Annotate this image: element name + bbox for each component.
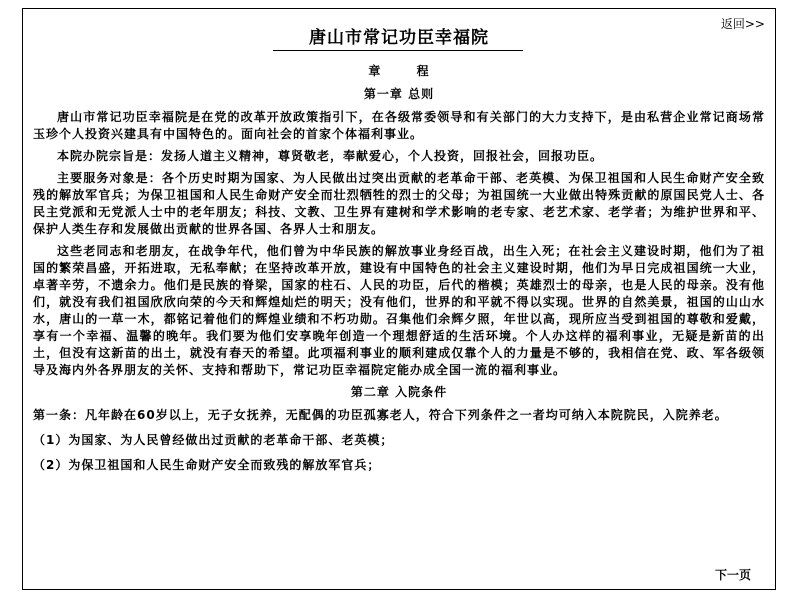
back-link[interactable]: 返回>> <box>720 17 765 31</box>
document-frame <box>22 8 776 590</box>
chapter-2-title: 第二章 入院条件 <box>350 385 448 399</box>
paragraph-intro: 唐山市常记功臣幸福院是在党的改革开放政策指引下，在各级常委领导和有关部门的大力支持下，是由私营企业常记商场常玉珍个人投资兴建具有中国特色的。面向社会的首家个体福利事业。 <box>33 110 765 141</box>
charter-heading: 章 程 <box>368 64 430 78</box>
paragraph-purpose: 本院办院宗旨是：发扬人道主义精神，尊贤敬老，奉献爱心，个人投资，回报社会，回报功臣。 <box>57 149 604 163</box>
next-page-link[interactable]: 下一页 <box>714 568 751 582</box>
article-1: 第一条：凡年龄在60岁以上，无子女抚养，无配偶的功臣孤寡老人，符合下列条件之一者均可纳入本院院民，入院养老。 <box>33 408 728 422</box>
document-body <box>33 63 765 474</box>
title-underline <box>273 50 523 51</box>
page-title: 唐山市常记功臣幸福院 <box>309 28 489 48</box>
paragraph-service-targets: 主要服务对象是：各个历史时期为国家、为人民做出过突出贡献的老革命干部、老英模、为保卫祖国和人民生命财产安全致残的解放军官兵；为保卫祖国和人民生命财产安全而壮烈牺牲的烈士的父母；为祖国统一大业做出特殊贡献的原国民党人士、各民主党派和无党派人士中的老年朋友；科技、文教、卫生界有建树和学术影响的老专家、老艺术家、老学者；为维护世界和平、保护人类生存和发展做出贡献的世界各国、各界人士和朋友。 <box>33 171 765 236</box>
condition-item-1: （1）为国家、为人民曾经做出过贡献的老革命干部、老英模； <box>33 433 394 447</box>
paragraph-tribute: 这些老同志和老朋友，在战争年代，他们曾为中华民族的解放事业身经百战，出生入死；在社会主义建设时期，他们为了祖国的繁荣昌盛，开拓进取，无私奉献；在坚持改革开放，建设有中国特色的社会主义建设时期，他们为早日完成祖国统一大业，卓著辛劳，不遗余力。他们是民族的脊梁，国家的柱石、人民的功臣，后代的楷模；英雄烈士的母亲，也是人民的母亲。没有他们，就没有我们祖国欣欣向荣的今天和辉煌灿烂的明天；没有他们，世界的和平就不得以实现。世界的自然美景，祖国的山山水水，唐山的一草一木，都铭记着他们的辉煌业绩和不朽功勋。召集他们余辉夕照，年世以高，现所应当受到祖国的尊敬和爱戴，享有一个幸福、温馨的晚年。我们要为他们安享晚年创造一个理想舒适的生活环境。个人办这样的福利事业，无疑是新苗的出土，但没有这新苗的出土，就没有春天的希望。此项福利事业的顺利建成仅靠个人的力量是不够的，我相信在党、政、军各级领导及海内外各界朋友的关怀、支持和帮助下，常记功臣幸福院定能办成全国一流的福利事业。 <box>33 244 765 377</box>
condition-item-2: （2）为保卫祖国和人民生命财产安全而致残的解放军官兵； <box>33 458 381 472</box>
chapter-1-title: 第一章 总则 <box>363 87 435 101</box>
